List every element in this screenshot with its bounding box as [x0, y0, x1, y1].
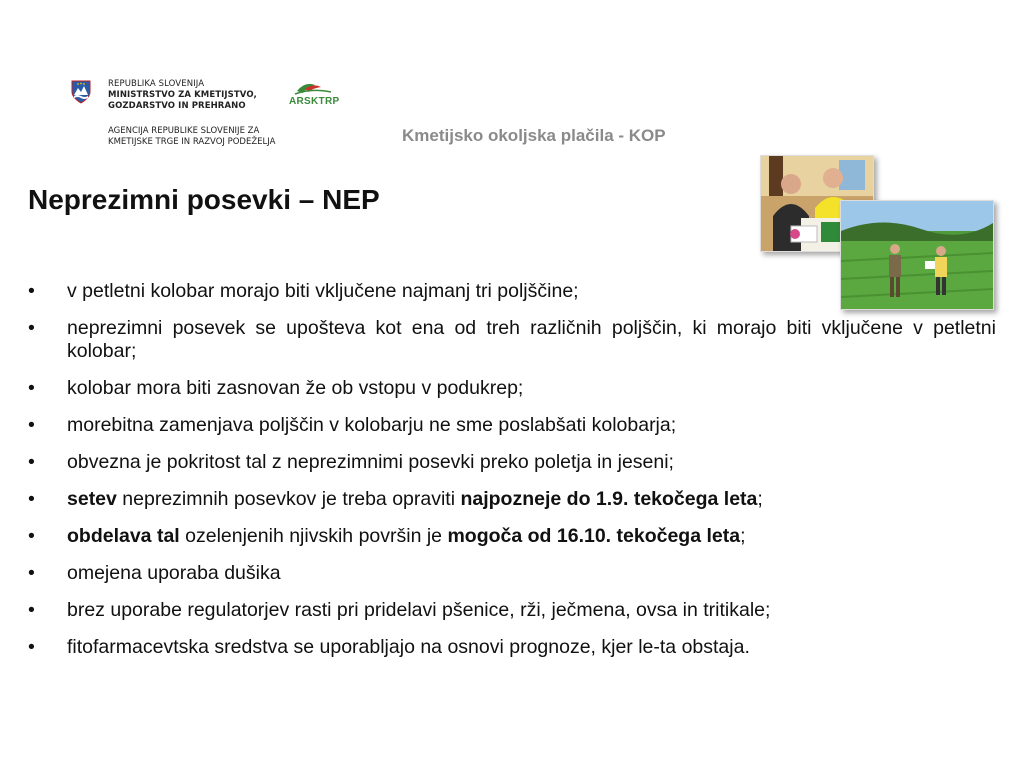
list-item [28, 562, 996, 585]
list-item-text: ; [740, 525, 746, 547]
list-item-text: v petletni kolobar morajo biti vključene najmanj tri poljščine; [67, 280, 579, 302]
ministry-line-1: REPUBLIKA SLOVENIJA [108, 79, 205, 89]
list-item-text: ozelenjenih njivskih površin je [179, 525, 448, 547]
ministry-line-3: GOZDARSTVO IN PREHRANO [108, 101, 246, 111]
program-title: Kmetijsko okoljska plačila - KOP [402, 126, 666, 145]
list-item [28, 636, 996, 659]
slovenia-crest-icon [71, 80, 91, 104]
list-item [28, 525, 996, 548]
list-item-text: obvezna je pokritost tal z neprezimnimi posevki preko poletja in jeseni; [67, 451, 674, 473]
list-item [28, 317, 996, 363]
list-item-emphasis: mogoča od 16.10. tekočega leta [447, 525, 741, 547]
list-item-text: fitofarmacevtska sredstva se uporabljajo na osnovi prognoze, kjer le-ta obstaja. [67, 636, 750, 658]
list-item-text: ; [757, 488, 763, 510]
ministry-name [108, 79, 257, 112]
list-item-emphasis: setev [67, 488, 117, 510]
requirements-list [28, 280, 996, 673]
list-item [28, 377, 996, 400]
list-item-text: brez uporabe regulatorjev rasti pri pridelavi pšenice, rži, ječmena, ovsa in tritikale; [67, 599, 771, 621]
agency-line-2: KMETIJSKE TRGE IN RAZVOJ PODEŽELJA [108, 137, 276, 147]
list-item [28, 280, 857, 303]
slide-title: Neprezimni posevki – NEP [28, 184, 380, 215]
list-item [28, 488, 996, 511]
ministry-line-2: MINISTRSTVO ZA KMETIJSTVO, [108, 90, 257, 100]
list-item-text: omejena uporaba dušika [67, 562, 281, 584]
slide-header [0, 0, 1024, 160]
arsktrp-logo-text: ARSKTRP [289, 96, 340, 107]
list-item-text: kolobar mora biti zasnovan že ob vstopu v podukrep; [67, 377, 524, 399]
list-item-text: morebitna zamenjava poljščin v kolobarju ne sme poslabšati kolobarja; [67, 414, 677, 436]
list-item [28, 599, 996, 622]
list-item [28, 414, 996, 437]
agency-name [108, 126, 275, 148]
list-item-text: neprezimnih posevkov je treba opraviti [116, 488, 461, 510]
agency-line-1: AGENCIJA REPUBLIKE SLOVENIJE ZA [108, 126, 260, 136]
list-item [28, 451, 996, 474]
list-item-text: neprezimni posevek se upošteva kot ena od treh različnih poljščin, ki morajo biti vključene v petletni kolobar; [67, 317, 996, 362]
list-item-emphasis: obdelava tal [67, 525, 180, 547]
list-item-emphasis: najpozneje do 1.9. tekočega leta [460, 488, 758, 510]
